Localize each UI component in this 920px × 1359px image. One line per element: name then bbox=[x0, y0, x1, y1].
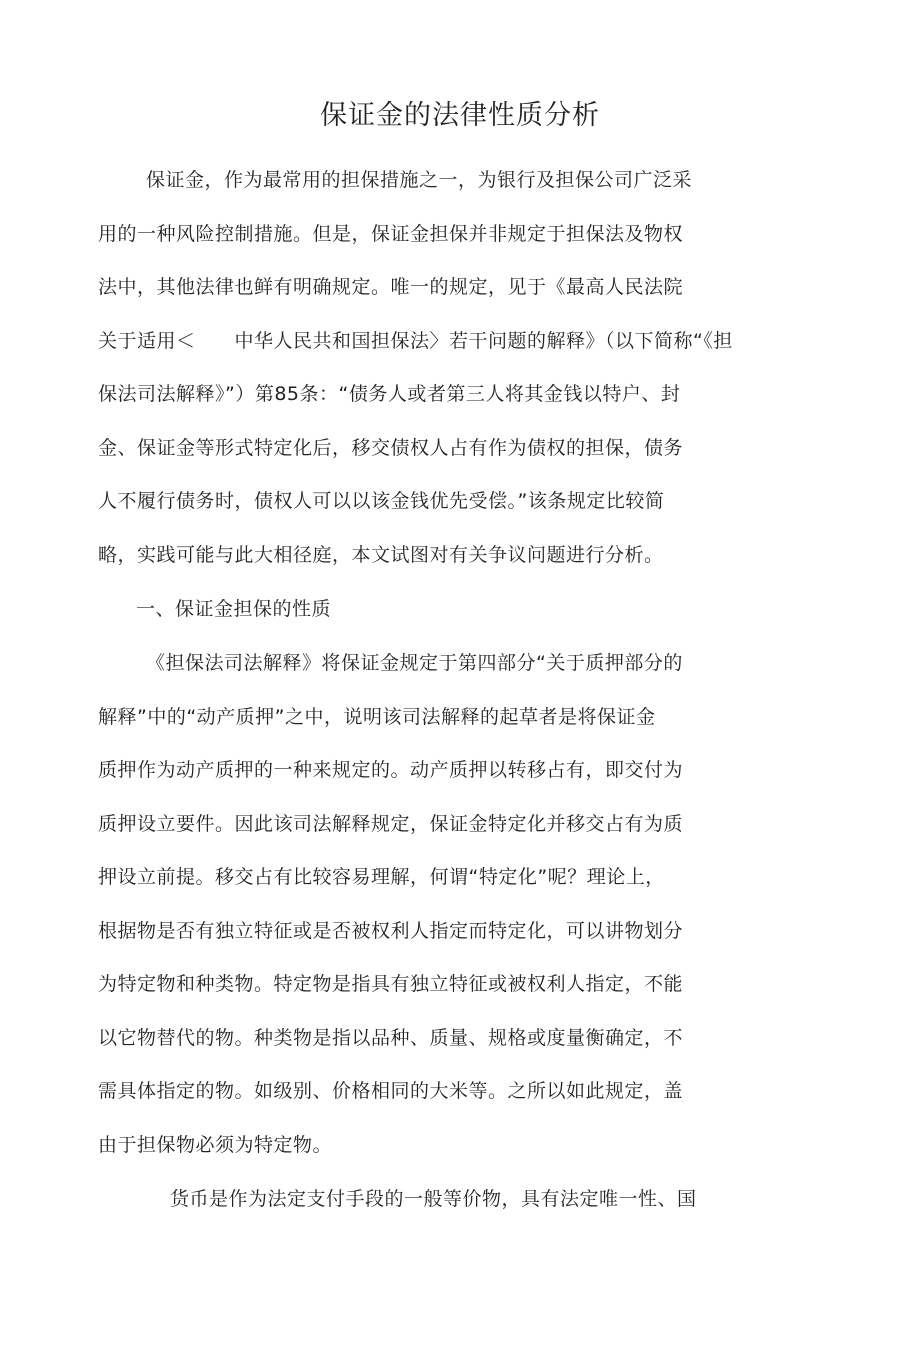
paragraph-line: 用的一种风险控制措施。但是，保证金担保并非规定于担保法及物权 bbox=[98, 223, 684, 245]
paragraph-line: 货币是作为法定支付手段的一般等价物，具有法定唯一性、国 bbox=[170, 1188, 697, 1210]
paragraph-line: 押设立前提。移交占有比较容易理解，何谓“特定化”呢？理论上， bbox=[98, 866, 665, 888]
paragraph-line: 需具体指定的物。如级别、价格相同的大米等。之所以如此规定，盖 bbox=[98, 1080, 684, 1102]
paragraph-line: 法中，其他法律也鲜有明确规定。唯一的规定，见于《最高人民法院 bbox=[98, 276, 684, 298]
paragraph-line: 为特定物和种类物。特定物是指具有独立特征或被权利人指定，不能 bbox=[98, 973, 684, 995]
paragraph-line: 由于担保物必须为特定物。 bbox=[98, 1134, 333, 1156]
paragraph-line: 解释”中的“动产质押”之中，说明该司法解释的起草者是将保证金 bbox=[98, 706, 656, 728]
paragraph-line: 略，实践可能与此大相径庭，本文试图对有关争议问题进行分析。 bbox=[98, 544, 664, 566]
section-heading: 一、保证金担保的性质 bbox=[136, 598, 332, 620]
paragraph-line: 人不履行债务时，债权人可以以该金钱优先受偿。”该条规定比较简 bbox=[98, 490, 665, 512]
paragraph-line: 质押作为动产质押的一种来规定的。动产质押以转移占有，即交付为 bbox=[98, 759, 684, 781]
paragraph-line: 金、保证金等形式特定化后，移交债权人占有作为债权的担保，债务 bbox=[98, 437, 684, 459]
paragraph-line: 根据物是否有独立特征或是否被权利人指定而特定化，可以讲物划分 bbox=[98, 920, 684, 942]
paragraph-line: 质押设立要件。因此该司法解释规定，保证金特定化并移交占有为质 bbox=[98, 813, 684, 835]
paragraph-line: 关于适用＜ 中华人民共和国担保法〉若干问题的解释》（以下简称“《担 bbox=[98, 330, 733, 352]
paragraph-line: 以它物替代的物。种类物是指以品种、质量、规格或度量衡确定，不 bbox=[98, 1027, 684, 1049]
paragraph-line: 保法司法解释》”）第85条：“债务人或者第三人将其金钱以特户、封 bbox=[98, 383, 681, 405]
document-title: 保证金的法律性质分析 bbox=[320, 100, 600, 131]
paragraph-line: 《担保法司法解释》将保证金规定于第四部分“关于质押部分的 bbox=[146, 652, 683, 674]
paragraph-line: 保证金，作为最常用的担保措施之一，为银行及担保公司广泛采 bbox=[146, 169, 693, 191]
